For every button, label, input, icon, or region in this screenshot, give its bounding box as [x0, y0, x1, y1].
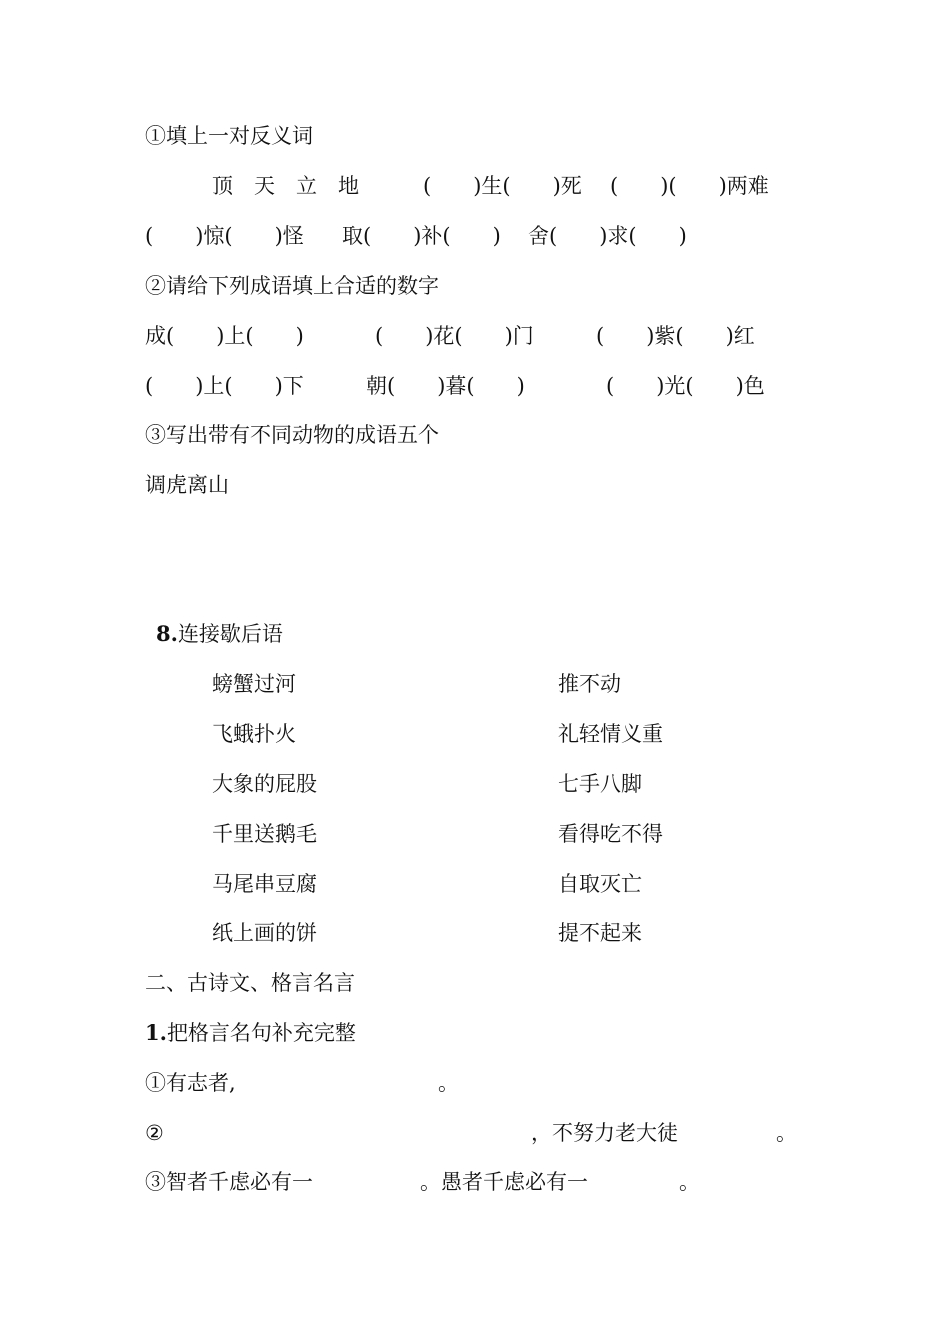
q1-line3-end: 。: [679, 1170, 700, 1194]
q1-line3-text: ③智者千虑必有一: [145, 1170, 313, 1194]
s3-example: 调虎离山: [145, 473, 229, 497]
q1-title: 把格言名句补充完整: [166, 1021, 356, 1045]
q1-line3-mid: 。愚者千虑必有一: [420, 1170, 588, 1194]
q1-line2-end: 。: [776, 1121, 797, 1145]
s8-right-item: 提不起来: [558, 921, 642, 945]
s8-right-item: 七手八脚: [558, 772, 642, 796]
s8-left-item: 马尾串豆腐: [212, 872, 317, 896]
s1-r2-c: 舍( )求( ): [528, 224, 687, 248]
s1-title: ①填上一对反义词: [145, 124, 313, 148]
s8-left-item: 大象的屁股: [212, 772, 317, 796]
s2-r1-c: ( )紫( )红: [596, 324, 755, 348]
s8-right-item: 自取灭亡: [558, 872, 642, 896]
s1-r1-b: ( )生( )死: [423, 174, 582, 198]
s8-number: 8.: [156, 621, 178, 646]
s8-left-item: 纸上画的饼: [212, 921, 317, 945]
s1-r1-c: ( )( )两难: [610, 174, 769, 198]
s8-right-item: 推不动: [558, 672, 621, 696]
s3-title: ③写出带有不同动物的成语五个: [145, 423, 439, 447]
q1-line1-text: ①有志者,: [145, 1071, 236, 1095]
s2-title: ②请给下列成语填上合适的数字: [145, 274, 439, 298]
q1-line1-end: 。: [438, 1071, 459, 1095]
s8-left-item: 螃蟹过河: [212, 672, 296, 696]
s2-r2-c: ( )光( )色: [606, 374, 765, 398]
s1-r2-b: 取( )补( ): [342, 224, 501, 248]
s2-r1-a: 成( )上( ): [145, 324, 304, 348]
q1-heading: [145, 1019, 356, 1047]
s8-left-item: 千里送鹅毛: [212, 822, 317, 846]
s1-r2-a: ( )惊( )怪: [145, 224, 304, 248]
s2-r1-b: ( )花( )门: [375, 324, 534, 348]
s8-title: 连接歇后语: [177, 622, 283, 646]
s8-left-item: 飞蛾扑火: [212, 722, 296, 746]
s8-heading: [156, 620, 283, 648]
s8-right-item: 礼轻情义重: [558, 722, 663, 746]
q1-number: 1.: [145, 1020, 167, 1045]
s1-r1-a: 顶 天 立 地: [212, 174, 359, 198]
s2-r2-a: ( )上( )下: [145, 374, 304, 398]
s8-right-item: 看得吃不得: [558, 822, 663, 846]
part2-title: 二、古诗文、格言名言: [145, 971, 355, 995]
s2-r2-b: 朝( )暮( ): [366, 374, 525, 398]
q1-line2-mid: ，不努力老大徒: [531, 1121, 678, 1145]
q1-line2-text: ②: [145, 1121, 164, 1145]
